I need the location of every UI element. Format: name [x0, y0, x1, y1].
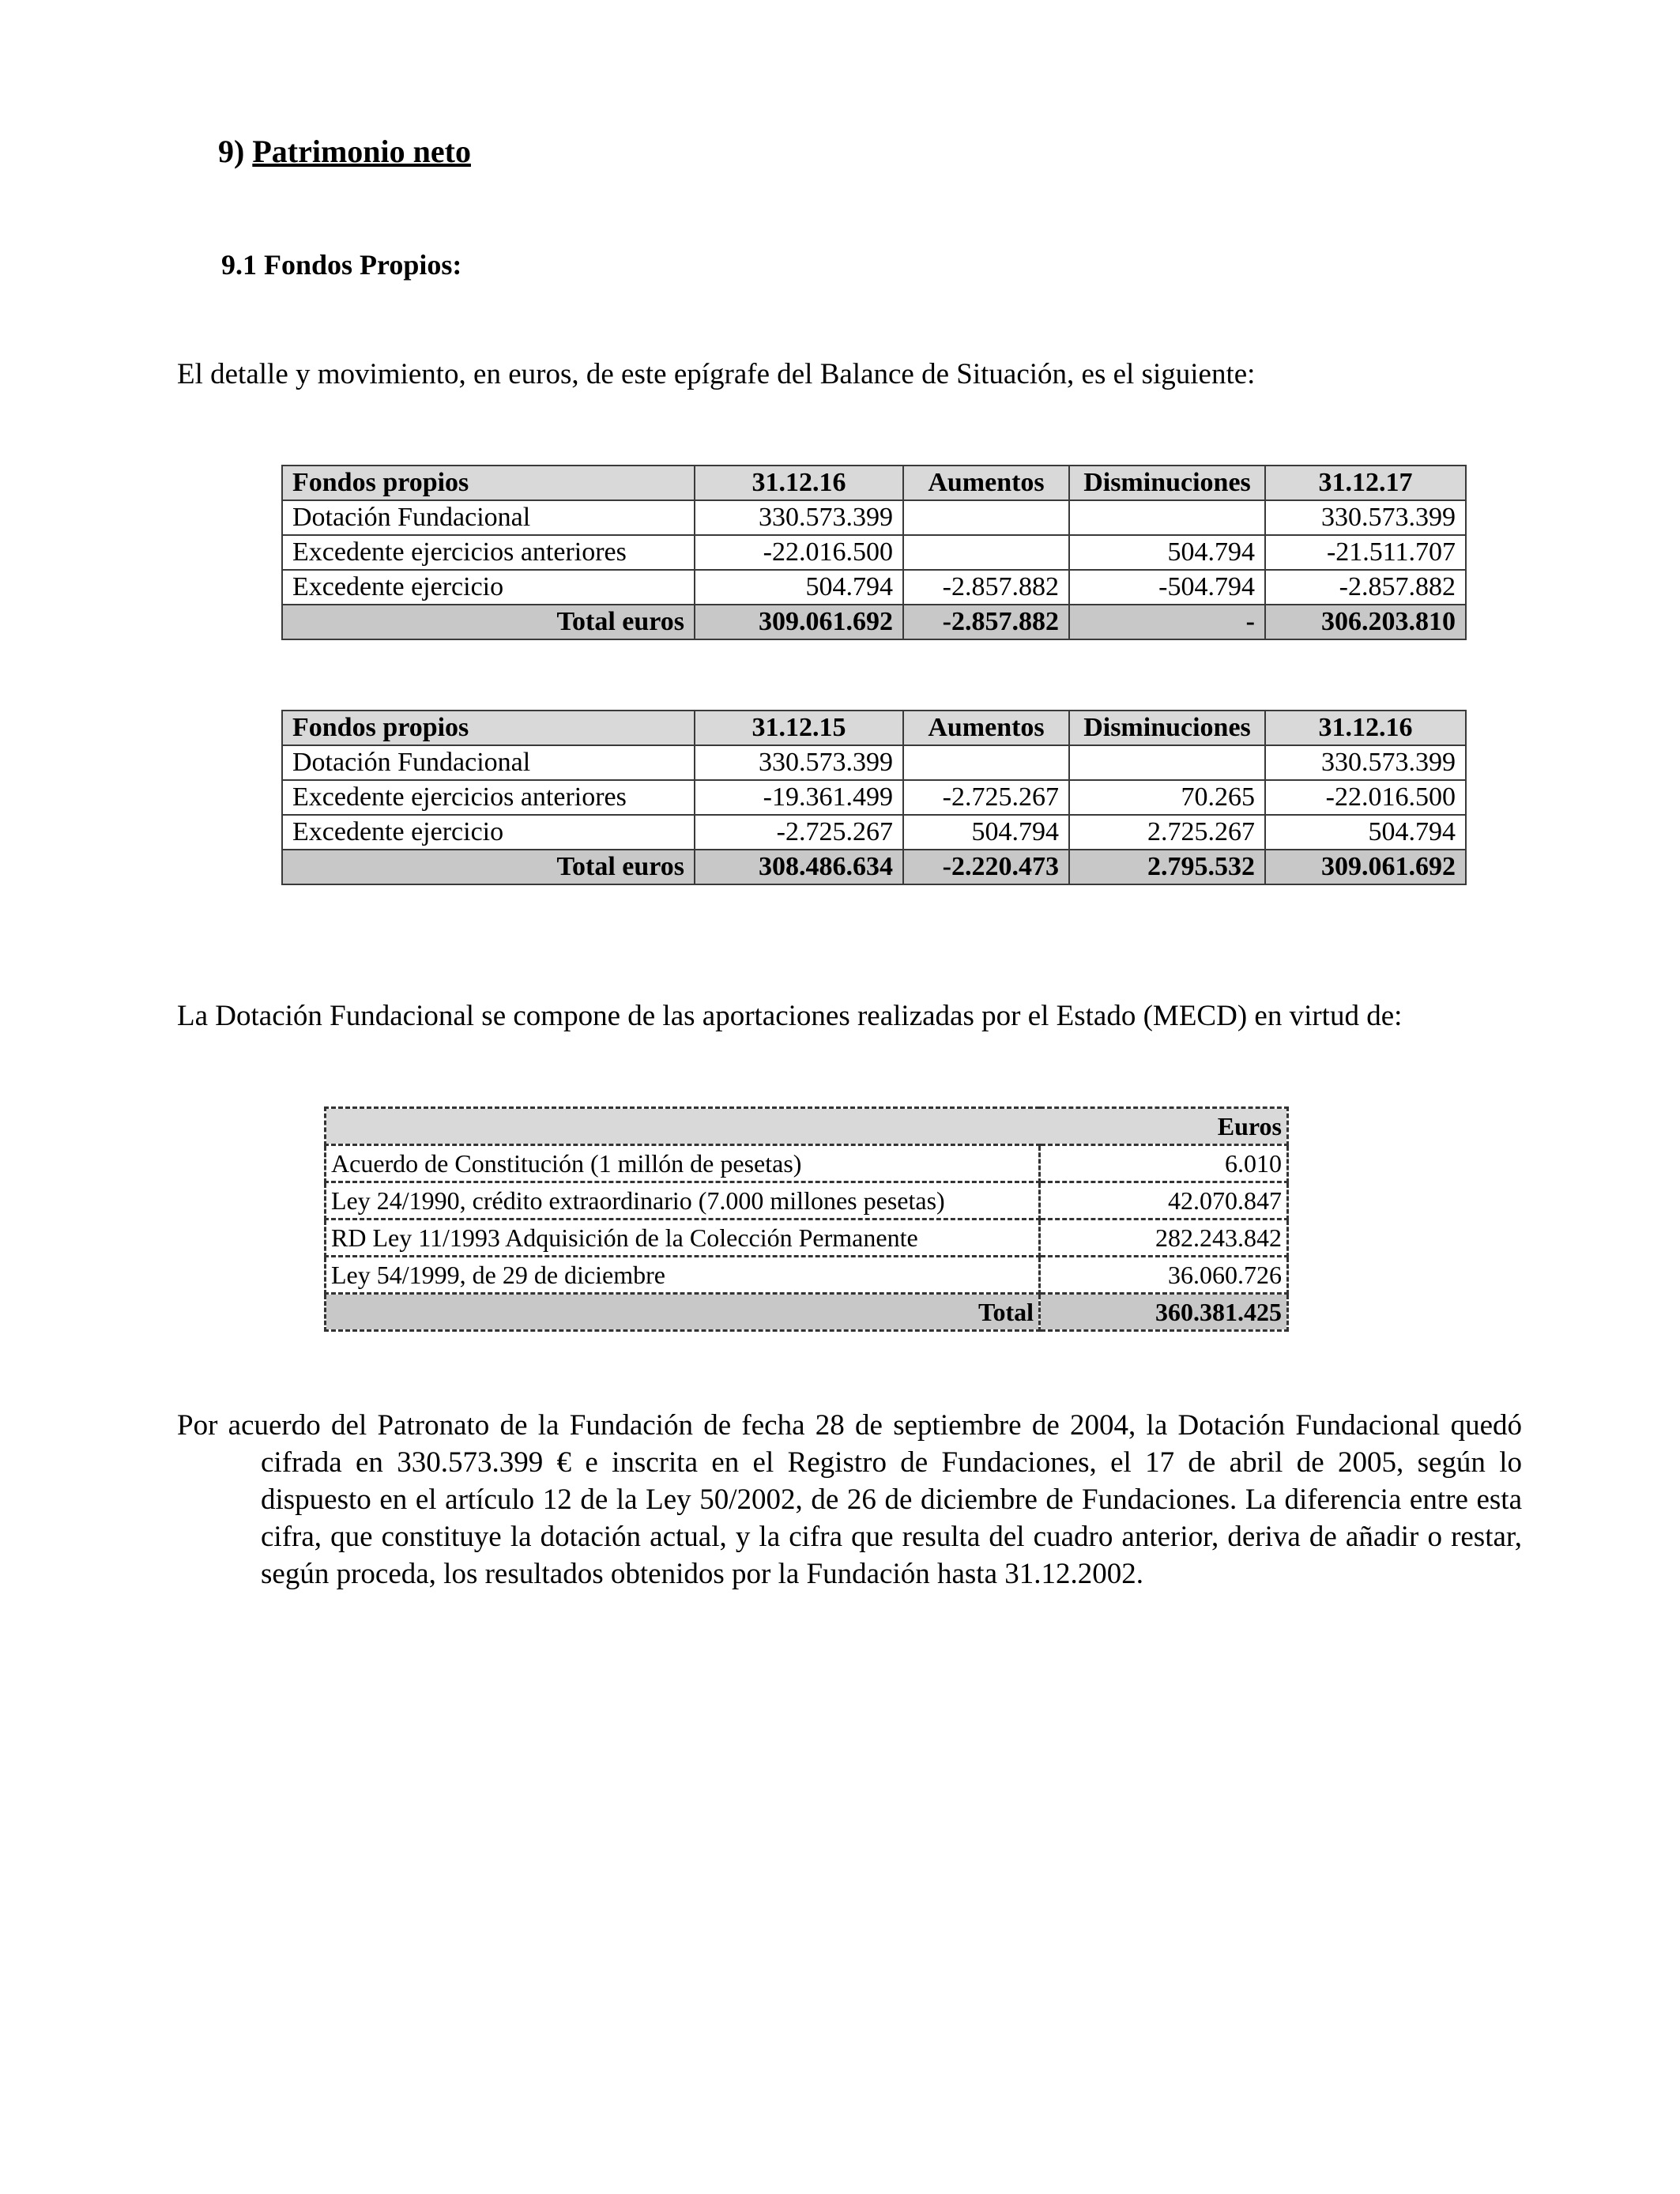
- total-cell: 360.381.425: [1040, 1294, 1288, 1331]
- table-row: [282, 500, 1466, 535]
- table-row: [282, 745, 1466, 780]
- row-label: Excedente ejercicios anteriores: [282, 535, 695, 570]
- cell: -2.725.267: [695, 815, 903, 850]
- cell: 330.573.399: [695, 745, 903, 780]
- header-cell: 31.12.17: [1265, 466, 1466, 500]
- table-row: [282, 535, 1466, 570]
- table-row: [326, 1220, 1288, 1257]
- cell: 330.573.399: [1265, 500, 1466, 535]
- dotacion-fundacional-table: [324, 1106, 1289, 1332]
- intro-paragraph: El detalle y movimiento, en euros, de este epígrafe del Balance de Situación, es el siguiente:: [177, 358, 1256, 390]
- cell: -2.857.882: [1265, 570, 1466, 605]
- table-header-row: [282, 711, 1466, 745]
- row-label: Ley 24/1990, crédito extraordinario (7.000 millones pesetas): [326, 1182, 1040, 1220]
- header-cell: Aumentos: [903, 466, 1069, 500]
- total-cell: 309.061.692: [1265, 850, 1466, 884]
- fondos-propios-table-2016: [281, 710, 1467, 885]
- header-cell: Fondos propios: [282, 466, 695, 500]
- cell: -22.016.500: [1265, 780, 1466, 815]
- header-cell: [326, 1108, 1040, 1145]
- row-label: Dotación Fundacional: [282, 500, 695, 535]
- cell: 42.070.847: [1040, 1182, 1288, 1220]
- table-row: [326, 1182, 1288, 1220]
- table-total-row: [282, 850, 1466, 884]
- row-label: Excedente ejercicios anteriores: [282, 780, 695, 815]
- cell: -2.725.267: [903, 780, 1069, 815]
- cell: 70.265: [1069, 780, 1265, 815]
- total-cell: 2.795.532: [1069, 850, 1265, 884]
- patronato-paragraph: Por acuerdo del Patronato de la Fundación de fecha 28 de septiembre de 2004, la Dotación Fundacional quedó cifrada en 330.573.399 € e inscrita en el Registro de Fundaciones, el 17 de abril de 2005, según lo dispuesto en el artículo 12 de la Ley 50/2002, de 26 de diciembre de Fundaciones. La diferencia entre esta cifra, que constituye la dotación actual, y la cifra que resulta del cuadro anterior, deriva de añadir o restar, según proceda, los resultados obtenidos por la Fundación hasta 31.12.2002.: [177, 1409, 1522, 1590]
- total-cell: 306.203.810: [1265, 605, 1466, 639]
- cell: 36.060.726: [1040, 1257, 1288, 1294]
- header-cell: 31.12.15: [695, 711, 903, 745]
- section-number: 9): [218, 134, 245, 169]
- row-label: Dotación Fundacional: [282, 745, 695, 780]
- row-label: Ley 54/1999, de 29 de diciembre: [326, 1257, 1040, 1294]
- cell: -19.361.499: [695, 780, 903, 815]
- section-title: Patrimonio neto: [252, 134, 471, 169]
- table-row: [282, 815, 1466, 850]
- cell: -21.511.707: [1265, 535, 1466, 570]
- header-cell: Disminuciones: [1069, 711, 1265, 745]
- table-header-row: [326, 1108, 1288, 1145]
- row-label: Excedente ejercicio: [282, 570, 695, 605]
- section-heading: [218, 133, 471, 170]
- total-label: Total: [326, 1294, 1040, 1331]
- header-cell: 31.12.16: [695, 466, 903, 500]
- cell: [1069, 745, 1265, 780]
- table-row: [326, 1257, 1288, 1294]
- row-label: Excedente ejercicio: [282, 815, 695, 850]
- header-cell: Disminuciones: [1069, 466, 1265, 500]
- table-header-row: [282, 466, 1466, 500]
- cell: -22.016.500: [695, 535, 903, 570]
- subsection-heading: 9.1 Fondos Propios:: [221, 249, 462, 281]
- total-label: Total euros: [282, 850, 695, 884]
- header-cell: 31.12.16: [1265, 711, 1466, 745]
- total-cell: 309.061.692: [695, 605, 903, 639]
- header-cell: Euros: [1040, 1108, 1288, 1145]
- table-row: [282, 570, 1466, 605]
- total-cell: 308.486.634: [695, 850, 903, 884]
- header-cell: Aumentos: [903, 711, 1069, 745]
- cell: -2.857.882: [903, 570, 1069, 605]
- cell: 330.573.399: [695, 500, 903, 535]
- cell: [903, 500, 1069, 535]
- cell: 504.794: [1265, 815, 1466, 850]
- fondos-propios-table-2017: [281, 465, 1467, 640]
- total-cell: -2.220.473: [903, 850, 1069, 884]
- cell: 330.573.399: [1265, 745, 1466, 780]
- total-cell: -: [1069, 605, 1265, 639]
- table-total-row: [282, 605, 1466, 639]
- cell: [903, 535, 1069, 570]
- header-cell: Fondos propios: [282, 711, 695, 745]
- row-label: Acuerdo de Constitución (1 millón de pesetas): [326, 1145, 1040, 1182]
- cell: 6.010: [1040, 1145, 1288, 1182]
- cell: 282.243.842: [1040, 1220, 1288, 1257]
- cell: [1069, 500, 1265, 535]
- cell: 504.794: [903, 815, 1069, 850]
- cell: [903, 745, 1069, 780]
- cell: -504.794: [1069, 570, 1265, 605]
- row-label: RD Ley 11/1993 Adquisición de la Colección Permanente: [326, 1220, 1040, 1257]
- table-row: [326, 1145, 1288, 1182]
- total-label: Total euros: [282, 605, 695, 639]
- table-row: [282, 780, 1466, 815]
- dotacion-paragraph: La Dotación Fundacional se compone de las aportaciones realizadas por el Estado (MECD) en virtud de:: [177, 1000, 1403, 1032]
- table-total-row: [326, 1294, 1288, 1331]
- cell: 504.794: [1069, 535, 1265, 570]
- cell: 2.725.267: [1069, 815, 1265, 850]
- total-cell: -2.857.882: [903, 605, 1069, 639]
- cell: 504.794: [695, 570, 903, 605]
